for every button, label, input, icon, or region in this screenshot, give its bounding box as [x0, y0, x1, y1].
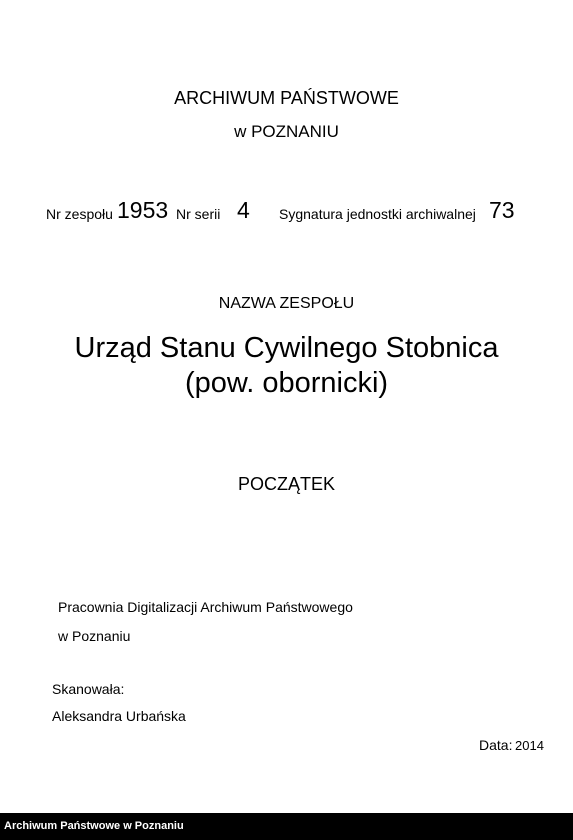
date-label: Data: [479, 737, 513, 753]
fond-number-label: Nr zespołu [46, 206, 113, 222]
footer-bar [0, 813, 573, 840]
section-label: POCZĄTEK [237, 474, 335, 494]
fond-title-line-2: (pow. obornicki) [184, 367, 389, 399]
fond-title-line-1: Urząd Stanu Cywilnego Stobnica [74, 332, 499, 364]
series-number-label: Nr serii [176, 206, 221, 222]
digitization-lab-line-2: w Poznaniu [58, 628, 131, 644]
scanned-by-label: Skanowała: [52, 681, 125, 697]
archive-name: ARCHIWUM PAŃSTWOWE [174, 88, 399, 108]
digitization-lab-line-1: Pracownia Digitalizacji Archiwum Państwowego [58, 599, 353, 615]
fond-number: 1953 [117, 197, 169, 223]
signature-number: 73 [489, 197, 515, 223]
signature-label: Sygnatura jednostki archiwalnej [279, 206, 476, 222]
footer-text: Archiwum Państwowe w Poznaniu [4, 820, 184, 832]
record-line [46, 197, 526, 227]
series-number: 4 [237, 197, 250, 223]
archive-city: w POZNANIU [234, 122, 339, 141]
scanned-by-name: Aleksandra Urbańska [52, 708, 186, 724]
date-value: 2014 [515, 738, 544, 753]
fond-name-label: NAZWA ZESPOŁU [218, 295, 355, 312]
